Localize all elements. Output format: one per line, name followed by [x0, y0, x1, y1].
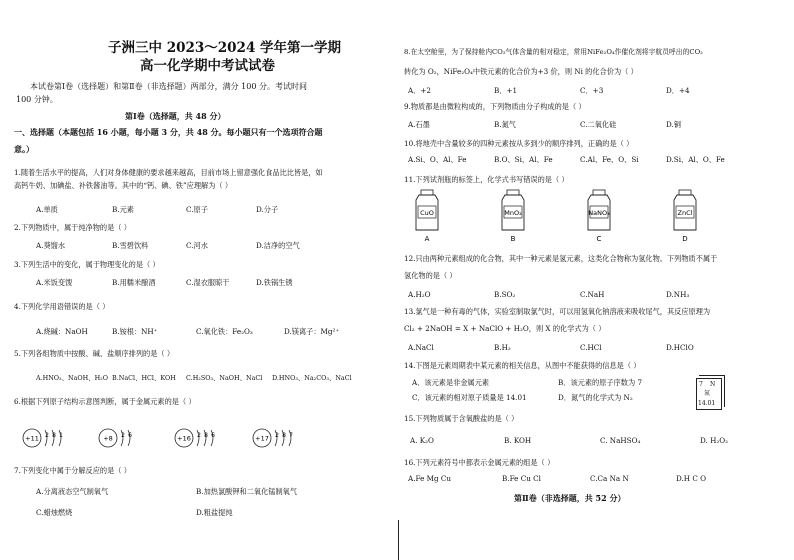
- q1-option-a: A.单质: [36, 205, 58, 214]
- q14-option-d: D．氮气的化学式为 N₂: [558, 393, 633, 402]
- q16-option-d: D.H C O: [676, 474, 707, 483]
- section1-heading-cont: 意。）: [14, 144, 34, 154]
- q13-option-d: D.HClO: [666, 343, 694, 352]
- atom-option-letter: [20, 423, 21, 424]
- q8-stem-cont: 转化为 O₂，NiFe₂O₄中铁元素的化合价为+3 价，则 Ni 的化合价为（ ）: [404, 67, 638, 76]
- bottle-option-letter: D: [682, 235, 688, 243]
- q16-option-b: B.Fe Cu Cl: [502, 474, 541, 483]
- bottle-label: CuO: [420, 209, 434, 217]
- q7-option-d: D.粗盐提纯: [196, 508, 233, 517]
- electron-shell-count: 2: [197, 432, 201, 439]
- q7-stem: 7.下列变化中属于分解反应的是（ ）: [14, 466, 131, 475]
- atom-option-letter: [250, 423, 251, 424]
- q14-option-c: C．该元素的相对原子质量是 14.01: [412, 393, 527, 402]
- q4-option-d: D.镁离子：Mg²⁺: [284, 327, 340, 336]
- atom-option-letter: [172, 423, 173, 424]
- q9-option-d: D.铜: [666, 120, 681, 129]
- q16-option-c: C.Ca Na N: [590, 474, 629, 483]
- q3-stem: 3.下列生活中的变化，属于物理变化的是（ ）: [14, 260, 160, 269]
- electron-shell-count: 6: [128, 432, 132, 439]
- part2-title: 第Ⅱ卷（非选择题，共 52 分）: [514, 493, 626, 503]
- bottle-option-letter: C: [596, 235, 602, 243]
- electron-shell-count: 8: [204, 432, 208, 439]
- q7-option-b: B.加热氯酸钾和二氧化锰制氧气: [196, 487, 298, 496]
- element-symbol: N: [710, 381, 716, 388]
- q5-stem: 5.下列各组物质中按酸、碱、盐顺序排列的是（ ）: [14, 349, 175, 358]
- q3-option-b: B.用糯米酿酒: [112, 278, 156, 287]
- q5-option-a: A.HNO₃、NaOH、H₂O: [36, 374, 108, 382]
- q14-stem: 14.下图是元素周期表中某元素的相关信息，从图中不能获得的信息是（ ）: [404, 361, 641, 370]
- q3-option-a: A.米饭变馊: [36, 278, 73, 287]
- electron-shell-count: 2: [45, 432, 49, 439]
- q8-option-b: B．+1: [494, 86, 518, 95]
- q3-option-d: D.铁锅生锈: [256, 278, 293, 287]
- bottle-cap: [593, 190, 605, 195]
- q8-option-c: C．+3: [580, 86, 604, 95]
- q13-stem: 13.氯气是一种有毒的气体，实验室制取氯气时，可以用氢氧化钠溶液来吸收尾气，其反应原理为: [404, 307, 711, 316]
- electron-shell-count: 1: [59, 432, 63, 439]
- electron-shell-count: 2: [275, 432, 279, 439]
- q2-option-b: B.雪碧饮料: [112, 241, 149, 250]
- atom-nucleus-charge: +16: [177, 434, 191, 443]
- q1-option-d: D.分子: [256, 205, 279, 214]
- electron-shell-count: 7: [289, 432, 293, 439]
- q8-stem: 8.在太空舱里，为了保持舱内CO₂气体含量的相对稳定，常用NiFe₂O₄作催化剂将宇航员呼出的CO₂: [404, 48, 703, 56]
- bottle-cap: [421, 190, 433, 195]
- atom-option-letter: [96, 423, 97, 424]
- q10-option-a: A.Si、O、Al、Fe: [408, 155, 467, 164]
- exam-title-line2: 高一化学期中考试试卷: [140, 58, 275, 74]
- element-name: 氮: [704, 390, 711, 397]
- q10-option-d: D.Si、Al、O、Fe: [666, 155, 725, 164]
- element-card: [696, 378, 722, 410]
- q9-stem: 9.物质都是由微粒构成的，下列物质由分子构成的是（ ）: [404, 102, 586, 111]
- q2-stem: 2.下列物质中，属于纯净物的是（ ）: [14, 223, 131, 232]
- bottle-cap: [507, 190, 519, 195]
- q4-option-c: C.氧化铁：Fe₂O₃: [196, 327, 253, 336]
- element-mass: 14.01: [698, 400, 716, 407]
- electron-shell-count: 6: [211, 432, 215, 439]
- q12-option-b: B.SO₂: [494, 290, 516, 299]
- atom-nucleus-charge: +17: [255, 434, 269, 443]
- q12-option-a: A.H₂O: [408, 290, 431, 299]
- q12-stem: 12.只由两种元素组成的化合物，其中一种元素是氢元素，这类化合物称为氢化物。下列物质不属于: [404, 254, 718, 263]
- q13-option-b: B.H₂: [494, 343, 511, 352]
- q10-option-c: C.Al、Fe、O、Si: [580, 155, 639, 164]
- q7-option-a: A.分离液态空气制氧气: [36, 487, 109, 496]
- q7-option-c: C.蜡烛燃烧: [36, 508, 73, 517]
- q15-stem: 15.下列物质属于含氧酸盐的是（ ）: [404, 414, 519, 423]
- intro-line1: 本试卷第Ⅰ卷（选择题）和第Ⅱ卷（非选择题）两部分，满分 100 分。考试时间: [30, 82, 307, 91]
- q12-option-d: D.NH₃: [666, 290, 690, 299]
- element-number: 7: [699, 381, 703, 388]
- intro-line2: 100 分钟。: [16, 95, 58, 104]
- q13-option-c: C.HCl: [580, 343, 602, 352]
- bottle-label: ZnCl: [677, 209, 693, 217]
- part1-title: 第Ⅰ卷（选择题，共 48 分）: [125, 111, 226, 121]
- atom-nucleus-charge: +8: [103, 434, 113, 443]
- q4-stem: 4.下列化学用语错误的是（ ）: [14, 302, 110, 311]
- q2-option-d: D.洁净的空气: [256, 241, 300, 250]
- q16-stem: 16.下列元素符号中都表示金属元素的组是（ ）: [404, 458, 555, 467]
- atom-nucleus-charge: +11: [25, 434, 39, 443]
- electron-shell-count: 8: [282, 432, 286, 439]
- q8-option-a: A．+2: [408, 86, 431, 95]
- q10-option-b: B.O、Si、Al、Fe: [494, 155, 553, 164]
- q14-option-a: A．该元素是非金属元素: [412, 378, 490, 387]
- bottle-option-letter: A: [424, 235, 430, 243]
- q5-option-c: C.H₂SO₃、NaOH、NaCl: [186, 374, 263, 382]
- q4-option-b: B.铵根：NH⁺: [112, 327, 158, 336]
- q4-option-a: A.烧碱：NaOH: [36, 327, 88, 336]
- section1-heading: 一、选择题（本题包括 16 小题，每小题 3 分，共 48 分。每小题只有一个选项符合题: [14, 127, 323, 137]
- q12-option-c: C.NaH: [580, 290, 605, 299]
- q1-option-c: C.原子: [186, 205, 208, 214]
- q9-option-c: C.二氧化硅: [580, 120, 617, 129]
- q13-option-a: A.NaCl: [408, 343, 434, 352]
- q12-stem-cont: 氢化物的是（ ）: [404, 271, 457, 280]
- reagent-bottles: [404, 188, 794, 248]
- q10-stem: 10.将地壳中含量较多的四种元素按从多到少的顺序排列，正确的是（ ）: [404, 139, 634, 148]
- q15-option-c: C. NaHSO₄: [600, 436, 641, 445]
- q5-option-b: B.NaCl、HCl、KOH: [112, 374, 176, 382]
- electron-shell-count: 2: [121, 432, 125, 439]
- q1-option-b: B.元素: [112, 205, 134, 214]
- q16-option-a: A.Fe Mg Cu: [408, 474, 451, 483]
- q11-stem: 11.下列试剂瓶的标签上，化学式书写错误的是（ ）: [404, 175, 569, 184]
- exam-title-line1: 子洲三中 2023～2024 学年第一学期: [108, 40, 342, 56]
- bottle-option-letter: B: [510, 235, 516, 243]
- bottle-cap: [679, 190, 691, 195]
- electron-shell-count: 8: [52, 432, 56, 439]
- bottle-label: NaNO₃: [588, 209, 610, 217]
- q15-option-d: D. H₂O₂: [700, 436, 728, 445]
- q9-option-b: B.氮气: [494, 120, 516, 129]
- bottle-label: MnO₂: [504, 209, 522, 217]
- q1-stem: 1.随着生活水平的提高，人们对身体健康的要求越来越高，目前市场上留意强化食品比比皆是，如: [14, 168, 323, 177]
- q2-option-a: A.葵馏水: [36, 241, 66, 250]
- q1-stem-cont: 高钙牛奶、加碘盐、补铁酱油等。其中的“钙、碘、铁”应理解为（ ）: [14, 181, 233, 190]
- q15-option-b: B. KOH: [504, 436, 532, 445]
- q2-option-c: C.河水: [186, 241, 208, 250]
- q13-stem-cont: Cl₂ + 2NaOH = X + NaClO + H₂O，则 X 的化学式为（ ）: [404, 324, 606, 333]
- q8-option-d: D．+4: [666, 86, 690, 95]
- q9-option-a: A.石墨: [408, 120, 430, 129]
- q15-option-a: A. K₂O: [410, 436, 434, 445]
- column-divider: [398, 520, 399, 560]
- q14-option-b: B．该元素的原子序数为 7: [558, 378, 643, 387]
- q5-option-d: D.HNO₃、Na₂CO₃、NaCl: [272, 374, 352, 382]
- atom-diagrams: [0, 420, 398, 460]
- q3-option-c: C.湿衣服晾干: [186, 278, 230, 287]
- q6-stem: 6.根据下列原子结构示意图判断，属于金属元素的是（ ）: [14, 397, 196, 406]
